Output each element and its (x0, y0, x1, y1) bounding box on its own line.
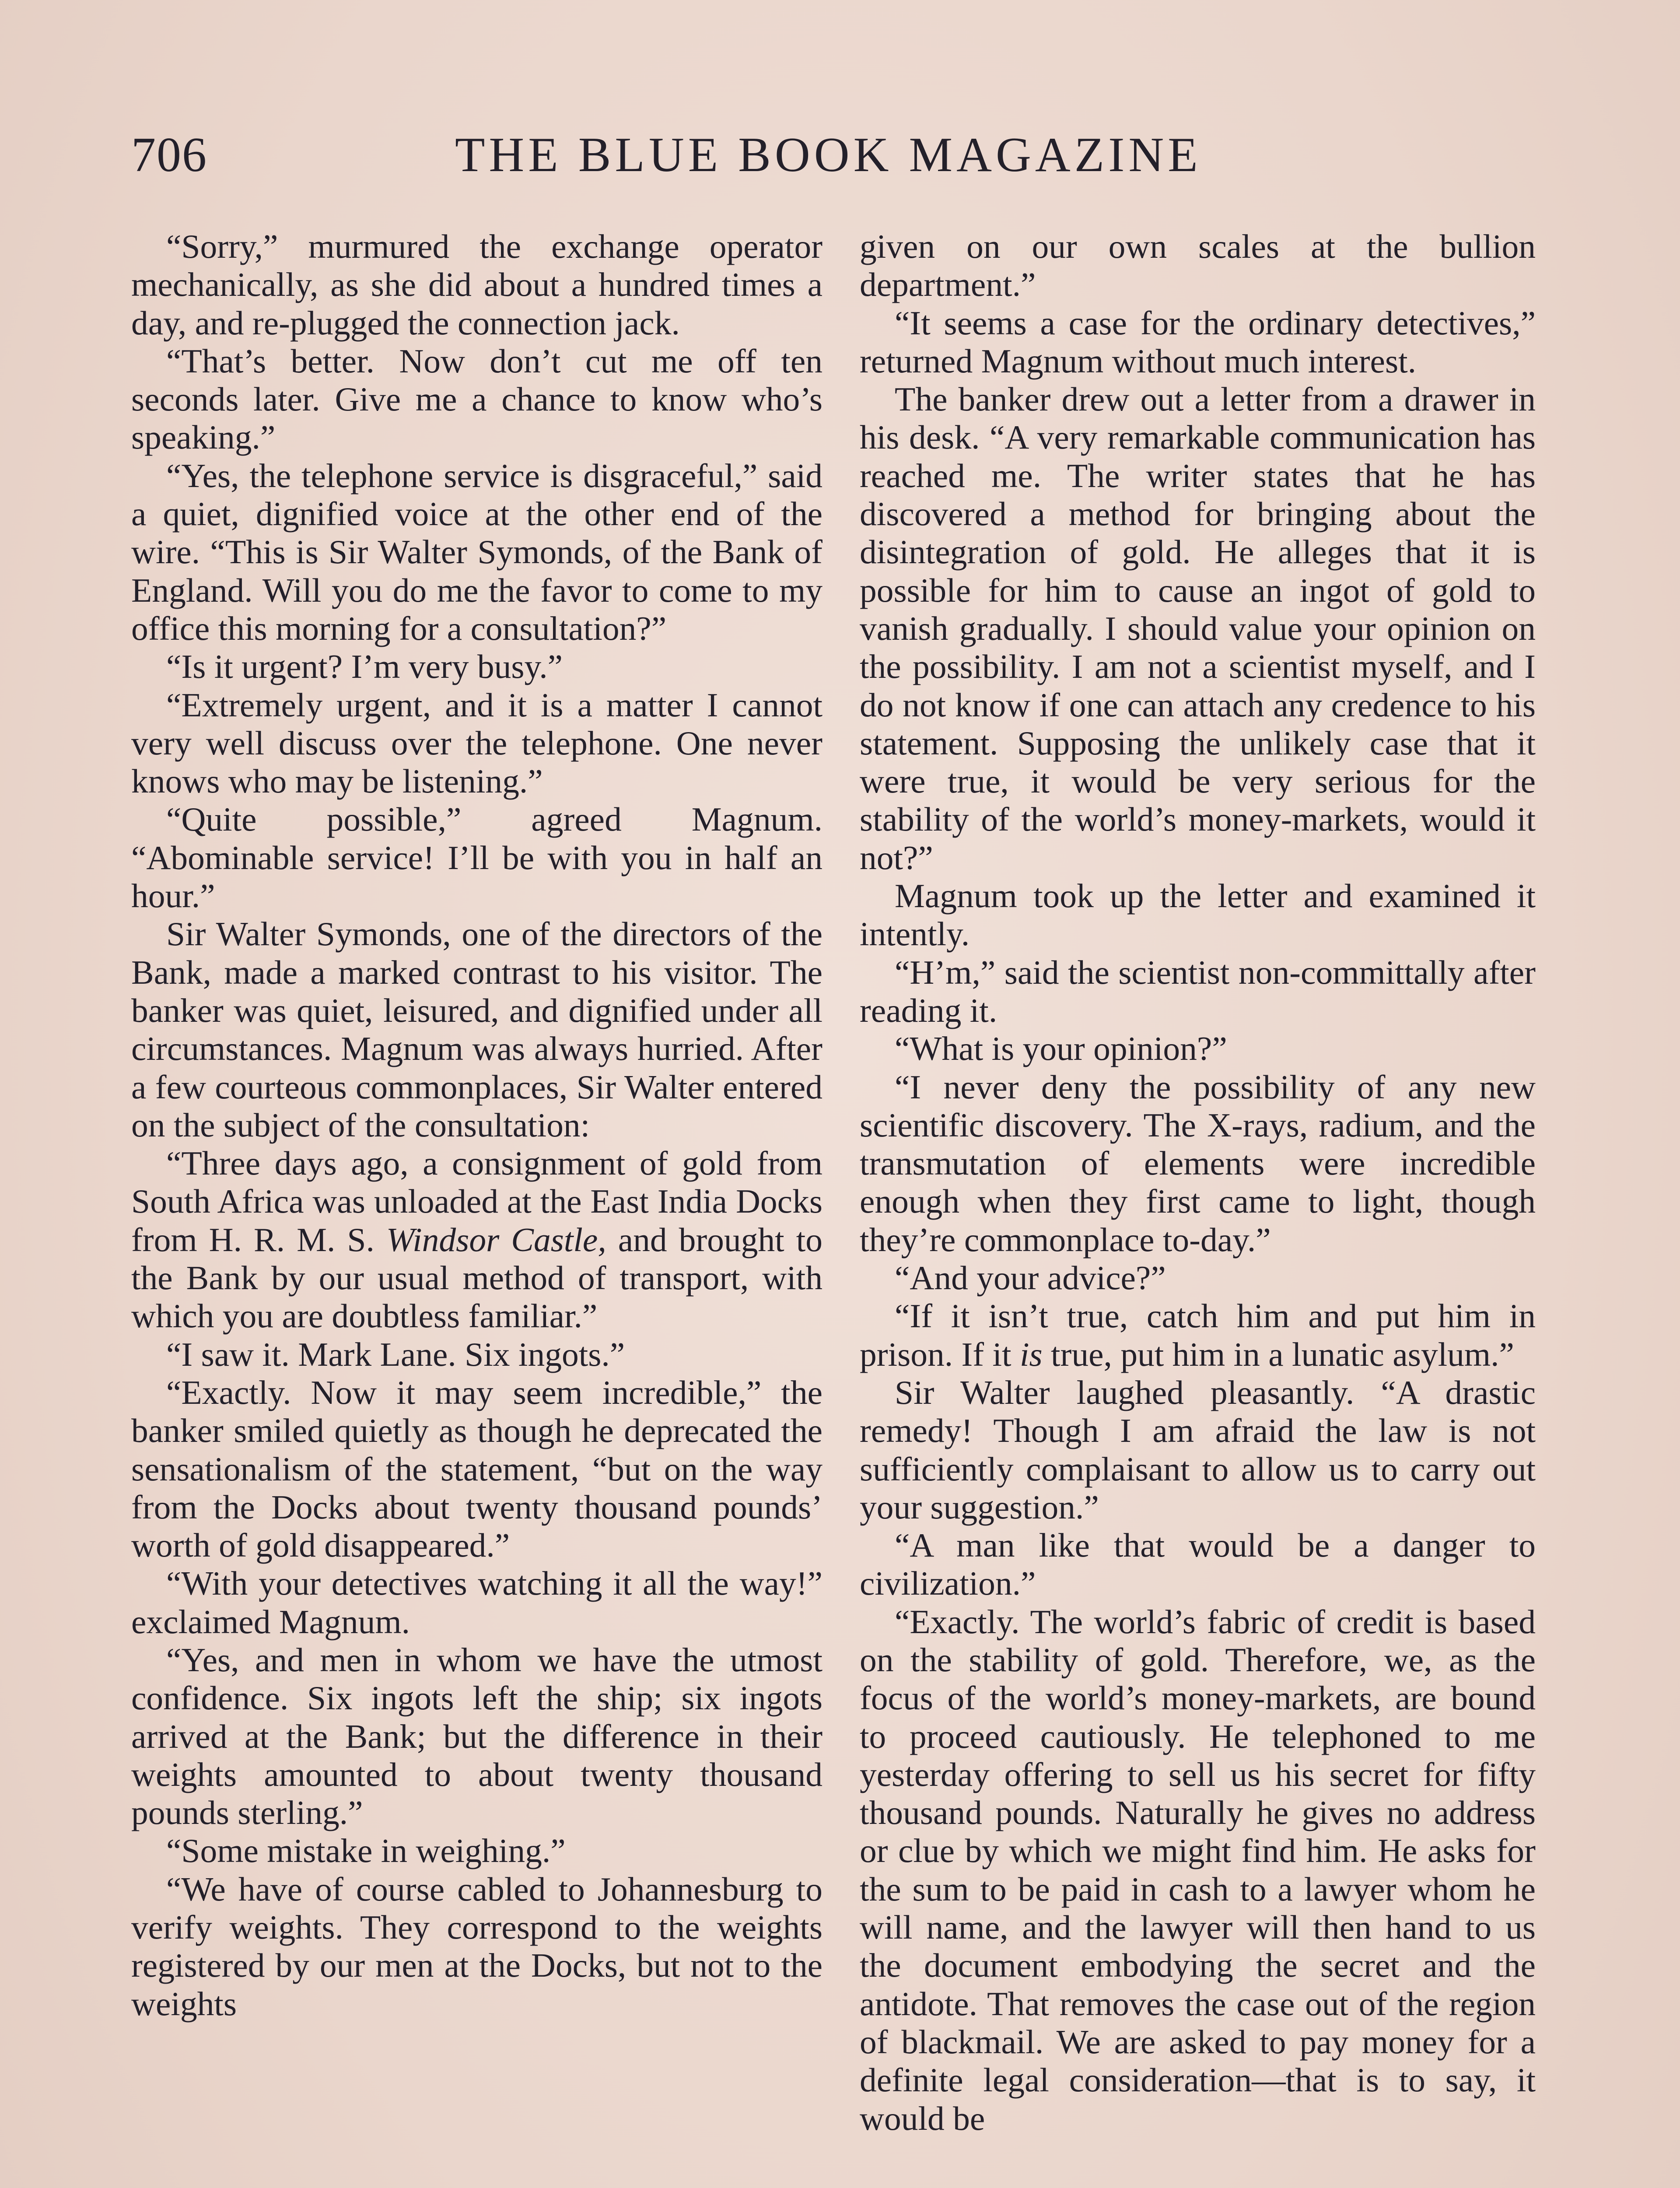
right-column (860, 228, 1536, 2138)
paragraph: “H’m,” said the scientist non-committally after reading it. (860, 953, 1536, 1029)
paragraph: “I saw it. Mark Lane. Six ingots.” (166, 1335, 625, 1373)
paragraph: “We have of course cabled to Johannesburg to verify weights. They correspond to the weights registered by our men at the Docks, but not to the weights (131, 1870, 822, 2023)
paragraph: “Exactly. Now it may seem incredible,” the banker smiled quietly as though he deprecated the sensationalism of the statement, “but on the way from the Docks about twenty thousand pounds’ worth of gold disappeared.” (131, 1373, 822, 1564)
page-header (131, 127, 1562, 193)
paragraph: “I never deny the possibility of any new scientific discovery. The X-rays, radium, and the transmutation of elements were incredible enough when they first came to light, though they’re commonplace to-day.” (860, 1068, 1536, 1259)
paragraph: “And your advice?” (895, 1259, 1166, 1297)
paragraph: “Is it urgent? I’m very busy.” (166, 648, 563, 686)
paragraph: The banker drew out a letter from a drawer in his desk. “A very remarkable communication has reached me. The writer states that he has discovered a method for bringing about the disintegration of gold. He alleges that it is possible for him to cause an ingot of gold to vanish gradually. I should value your opinion on the possibility. I am not a scientist myself, and I do not know if one can attach any credence to his statement. Supposing the unlikely case that it were true, it would be very serious for the stability of the world’s money-markets, would it not?” (860, 380, 1536, 877)
paragraph (860, 1297, 1536, 1374)
paragraph-text: “Three days ago, a consignment of gold from South Africa was unloaded at the East India Docks from H. R. M. S. (131, 1144, 822, 1259)
paragraph: Sir Walter laughed pleasantly. “A drastic remedy! Though I am afraid the law is not sufficiently complaisant to allow us to carry out your suggestion.” (860, 1373, 1536, 1526)
running-title: THE BLUE BOOK MAGAZINE (455, 128, 1202, 182)
paragraph: “Exactly. The world’s fabric of credit is based on the stability of gold. Therefore, we, as the focus of the world’s money-markets, are bound to proceed cautiously. He telephoned to me yesterday offering to sell us his secret for fifty thousand pounds. Naturally he gives no address or clue by which we might find him. He asks for the sum to be paid in cash to a lawyer whom he will name, and the lawyer will then hand to us the document embodying the secret and the antidote. That removes the case out of the region of blackmail. We are asked to pay money for a definite legal consideration—that is to say, it would be (860, 1602, 1536, 2137)
italic-text: is (1019, 1335, 1043, 1373)
paragraph-text: “If it isn’t true, catch him and put him in prison. If it (860, 1297, 1536, 1373)
italic-text: Windsor Castle, (386, 1220, 606, 1259)
paragraph: “What is your opinion?” (895, 1030, 1227, 1068)
paragraph: given on our own scales at the bullion department.” (860, 228, 1536, 304)
paragraph: “Yes, and men in whom we have the utmost confidence. Six ingots left the ship; six ingots arrived at the Bank; but the difference in their weights amounted to about twenty thousand pounds sterling.” (131, 1641, 822, 1832)
paragraph: “Extremely urgent, and it is a matter I cannot very well discuss over the telephone. One never knows who may be listening.” (131, 686, 822, 800)
paragraph: “It seems a case for the ordinary detectives,” returned Magnum without much interest. (860, 304, 1536, 380)
paragraph: “With your detectives watching it all the way!” exclaimed Magnum. (131, 1564, 822, 1641)
page-number: 706 (131, 128, 207, 182)
paragraph: Sir Walter Symonds, one of the directors of the Bank, made a marked contrast to his visitor. The banker was quiet, leisured, and dignified under all circumstances. Magnum was always hurried. After a few courteous commonplaces, Sir Walter entered on the subject of the consultation: (131, 915, 822, 1144)
paragraph: “Quite possible,” agreed Magnum. “Abominable service! I’ll be with you in half an hour.” (131, 800, 822, 915)
paragraph: “Yes, the telephone service is disgraceful,” said a quiet, dignified voice at the other end of the wire. “This is Sir Walter Symonds, of the Bank of England. Will you do me the favor to come to my office this morning for a consultation?” (131, 456, 822, 647)
paragraph: “Sorry,” murmured the exchange operator mechanically, as she did about a hundred times a day, and re-plugged the connection jack. (131, 228, 822, 342)
paragraph-text: true, put him in a lunatic asylum.” (1042, 1335, 1514, 1373)
paragraph-text: and brought to the Bank by our usual method of transport, with which you are doubtless familiar.” (131, 1220, 822, 1335)
paragraph: “A man like that would be a danger to civilization.” (860, 1526, 1536, 1602)
left-column (131, 228, 822, 2023)
paragraph: “Some mistake in weighing.” (166, 1832, 566, 1870)
paragraph (131, 1144, 822, 1335)
paragraph: “That’s better. Now don’t cut me off ten seconds later. Give me a chance to know who’s speaking.” (131, 342, 822, 456)
paragraph: Magnum took up the letter and examined it intently. (860, 877, 1536, 953)
